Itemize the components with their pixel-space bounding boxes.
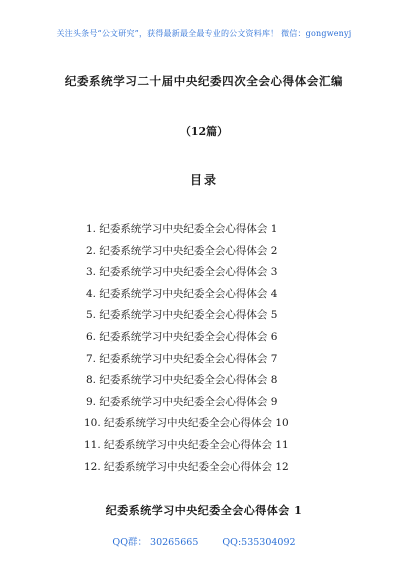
toc-item-12[interactable]: 12. 纪委系统学习中央纪委全会心得体会 12 — [84, 460, 289, 473]
toc-item-8[interactable]: 8. 纪委系统学习中央纪委全会心得体会 8 — [86, 374, 278, 387]
toc-item-9[interactable]: 9. 纪委系统学习中央纪委全会心得体会 9 — [86, 395, 278, 408]
header-notice: 关注头条号“公文研究”，获得最新最全最专业的公文资料库！ 微信：gongwenyj — [56, 29, 352, 38]
toc-item-5[interactable]: 5. 纪委系统学习中央纪委全会心得体会 5 — [86, 309, 278, 322]
footer-contact — [0, 534, 408, 548]
toc-item-7[interactable]: 7. 纪委系统学习中央纪委全会心得体会 7 — [86, 352, 278, 365]
document-title: 纪委系统学习二十届中央纪委四次全会心得体会汇编 — [64, 74, 344, 88]
toc-heading: 目录 — [189, 173, 218, 187]
toc-item-6[interactable]: 6. 纪委系统学习中央纪委全会心得体会 6 — [86, 330, 278, 343]
article-count: （12篇） — [179, 125, 229, 138]
toc-item-1[interactable]: 1. 纪委系统学习中央纪委全会心得体会 1 — [86, 223, 278, 235]
toc-item-10[interactable]: 10. 纪委系统学习中央纪委全会心得体会 10 — [84, 417, 289, 430]
qq-number: QQ:535304092 — [222, 537, 296, 548]
toc-item-4[interactable]: 4. 纪委系统学习中央纪委全会心得体会 4 — [86, 287, 278, 300]
toc-item-2[interactable]: 2. 纪委系统学习中央纪委全会心得体会 2 — [86, 244, 278, 257]
qq-group-number: QQ群： 30265665 — [112, 537, 199, 548]
toc-item-3[interactable]: 3. 纪委系统学习中央纪委全会心得体会 3 — [86, 266, 278, 279]
table-of-contents — [86, 219, 289, 478]
section-title: 纪委系统学习中央纪委全会心得体会 1 — [105, 504, 303, 517]
toc-item-11[interactable]: 11. 纪委系统学习中央纪委全会心得体会 11 — [84, 438, 289, 451]
